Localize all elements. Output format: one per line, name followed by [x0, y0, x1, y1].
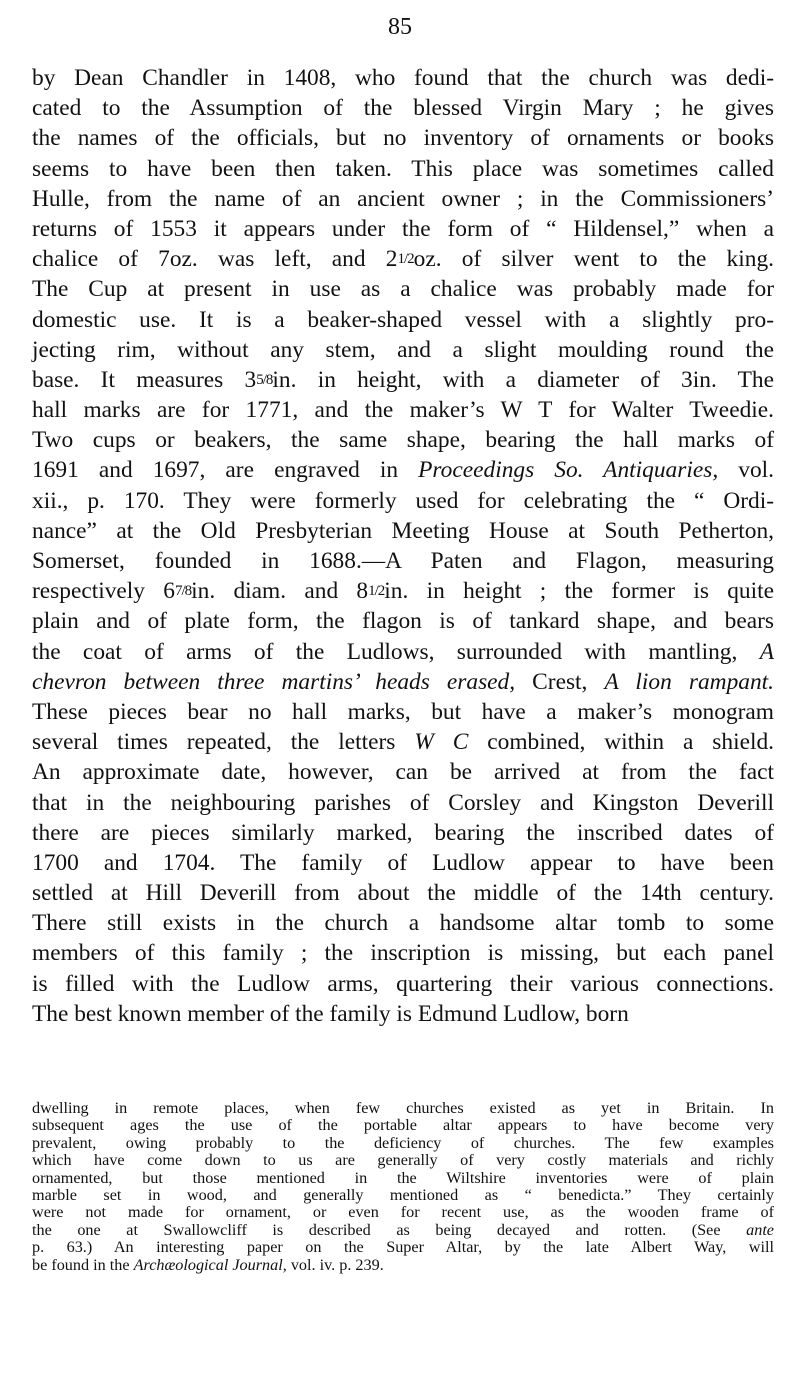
text-line: [32, 455, 774, 485]
footnote-line: prevalent, owing probably to the deficiency of churches. The few examples: [32, 1133, 774, 1152]
text-segment: base. It measures 3: [32, 366, 257, 393]
text-line: An approximate date, however, can be arrived at from the fact: [32, 759, 774, 786]
text-line: domestic use. It is a beaker-shaped vessel with a slightly pro-: [32, 306, 774, 333]
text-line: Somerset, founded in 1688.—A Paten and Flagon, measuring: [32, 548, 774, 574]
footnote-line: subsequent ages the use of the portable altar appears to have become very: [32, 1116, 774, 1135]
footnote: [32, 1100, 774, 1274]
footnote-line: p. 63.) An interesting paper on the Super Altar, by the late Albert Way, will: [32, 1238, 774, 1257]
text-segment: in. in height, with a diameter of 3in. The: [272, 366, 774, 393]
text-line: cated to the Assumption of the blessed Virgin Mary ; he gives: [32, 95, 774, 122]
text-line: plain and of plate form, the flagon is of tankard shape, and bears: [32, 608, 774, 635]
footnote-line: [32, 1257, 774, 1274]
footnote-line: marble set in wood, and generally mentioned as “ benedicta.” They certainly: [32, 1185, 774, 1204]
italic-journal: Archæological Journal,: [133, 1255, 287, 1274]
text-line: nance” at the Old Presbyterian Meeting House at South Petherton,: [32, 517, 774, 544]
main-text: [32, 63, 774, 1029]
text-line: The best known member of the family is Edmund Ludlow, born: [32, 1000, 629, 1027]
text-line: There still exists in the church a handsome altar tomb to some: [32, 910, 774, 937]
text-line: by Dean Chandler in 1408, who found that the church was dedi-: [32, 65, 774, 91]
text-segment: in. diam. and 8: [191, 578, 369, 605]
text-segment: Crest,: [515, 668, 605, 695]
footnote-line: [32, 1222, 774, 1239]
text-segment: respectively 6: [32, 578, 175, 605]
footnote-line: which have come down to us are generally of very costly materials and richly: [32, 1151, 774, 1170]
fraction: 5/8: [256, 371, 273, 388]
text-line: [32, 244, 774, 274]
italic-citation: Proceedings So. Antiquaries,: [418, 457, 719, 484]
text-line: the names of the officials, but no inventory of ornaments or books: [32, 125, 774, 152]
text-segment: chalice of 7oz. was left, and 2: [32, 246, 398, 273]
monogram-letters: W C: [414, 729, 469, 756]
text-line: that in the neighbouring parishes of Corsley and Kingston Deverill: [32, 789, 774, 816]
text-line: The Cup at present in use as a chalice was probably made for: [32, 276, 774, 303]
text-line: jecting rim, without any stem, and a slight moulding round the: [32, 336, 774, 363]
text-line: [32, 727, 774, 757]
page-number: 85: [388, 14, 412, 40]
italic-blazon: chevron between three martins’ heads erased,: [32, 668, 516, 695]
text-segment: vol. iv. p. 239.: [286, 1255, 384, 1274]
text-line: hall marks are for 1771, and the maker’s W T for Walter Tweedie.: [32, 397, 774, 424]
text-segment: vol.: [718, 457, 774, 484]
text-segment: combined, within a shield.: [468, 729, 774, 756]
text-line: seems to have been then taken. This place was sometimes called: [32, 155, 774, 182]
text-segment: be found in the: [32, 1255, 134, 1274]
text-line: [32, 667, 774, 697]
text-line: xii., p. 170. They were formerly used for celebrating the “ Ordi-: [32, 487, 774, 514]
fraction: 1/2: [368, 583, 385, 600]
fraction: 7/8: [174, 583, 192, 600]
italic-reference: ante: [746, 1220, 774, 1239]
text-segment: 1691 and 1697, are engraved in: [32, 457, 419, 484]
italic-blazon: A: [759, 638, 774, 665]
fraction: 1/2: [397, 251, 414, 268]
text-line: settled at Hill Deverill from about the middle of the 14th century.: [32, 880, 774, 907]
text-line: 1700 and 1704. The family of Ludlow appear to have been: [32, 849, 774, 876]
text-segment: oz. of silver went to the king.: [413, 246, 774, 273]
text-line: [32, 637, 774, 667]
text-segment: the one at Swallowcliff is described as being decayed and rotten. (See: [32, 1220, 747, 1239]
italic-crest: A lion rampant.: [604, 668, 774, 695]
text-line: there are pieces similarly marked, bearing the inscribed dates of: [32, 819, 774, 846]
text-line: Hulle, from the name of an ancient owner ; in the Commissioners’: [32, 185, 774, 212]
text-line: [32, 365, 774, 395]
text-line: [32, 576, 774, 606]
footnote-line: ornamented, but those mentioned in the Wiltshire inventories were of plain: [32, 1168, 774, 1187]
footnote-line: dwelling in remote places, when few churches existed as yet in Britain. In: [32, 1099, 774, 1117]
text-segment: in. in height ; the former is quite: [384, 578, 774, 605]
text-segment: several times repeated, the letters: [32, 729, 415, 756]
text-line: These pieces bear no hall marks, but have a maker’s monogram: [32, 698, 774, 725]
text-line: is filled with the Ludlow arms, quartering their various connections.: [32, 970, 774, 997]
text-line: members of this family ; the inscription is missing, but each panel: [32, 940, 774, 967]
text-line: Two cups or beakers, the same shape, bearing the hall marks of: [32, 427, 774, 454]
text-segment: the coat of arms of the Ludlows, surrounded with mantling,: [32, 638, 760, 665]
footnote-line: were not made for ornament, or even for recent use, as the wooden frame of: [32, 1203, 774, 1222]
text-line: returns of 1553 it appears under the form of “ Hildensel,” when a: [32, 215, 774, 242]
